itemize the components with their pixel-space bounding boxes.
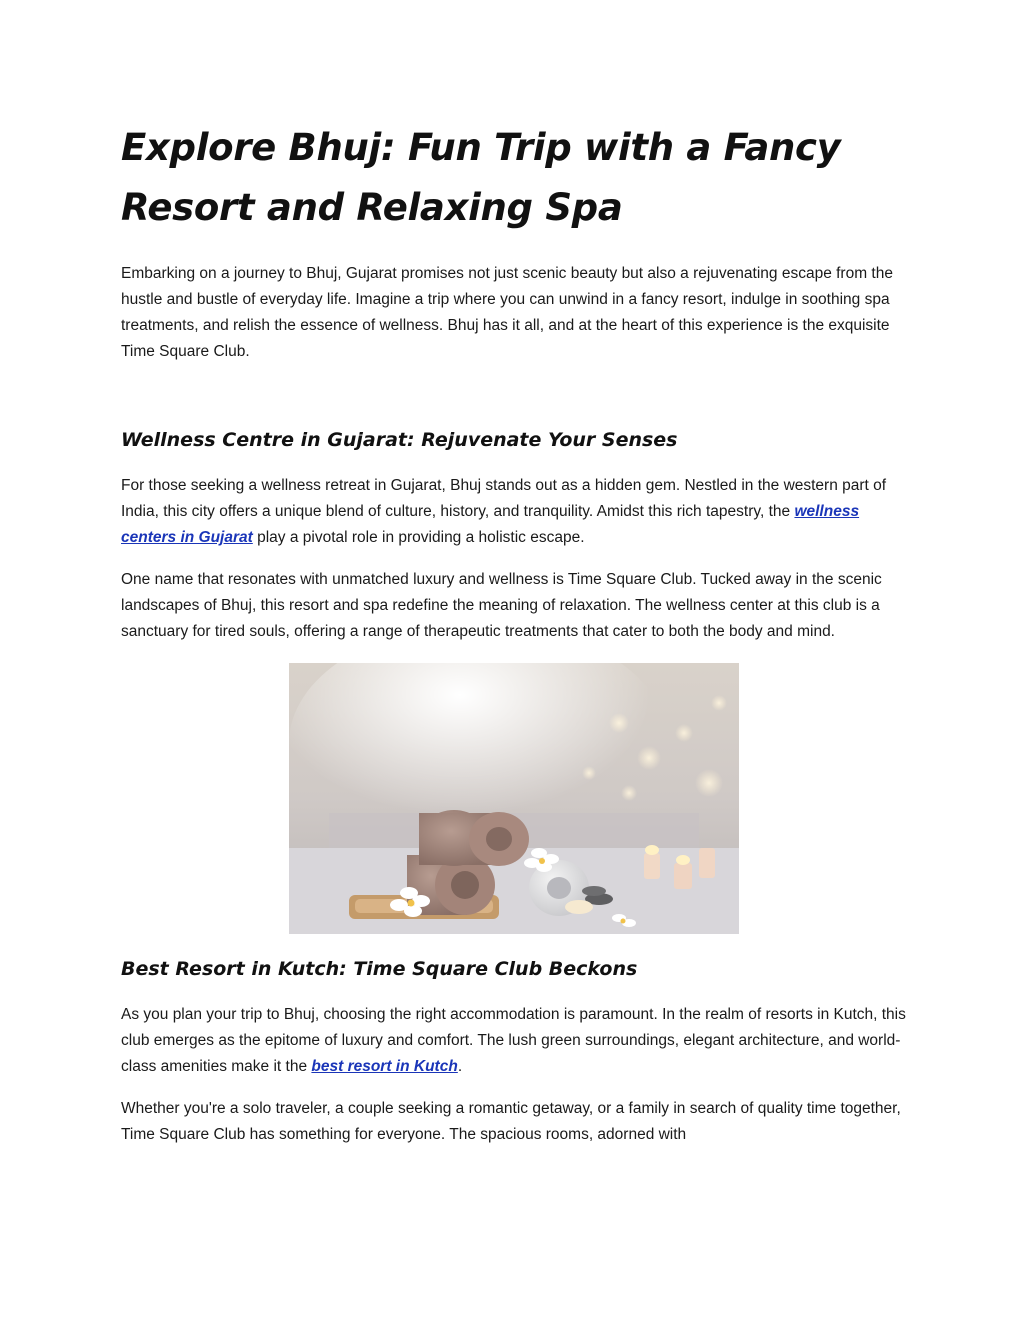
wellness-centers-link[interactable]: wellness centers in Gujarat bbox=[121, 503, 860, 546]
wellness-paragraph-1 bbox=[121, 473, 907, 551]
section-heading-resort: Best Resort in Kutch: Time Square Club Beckons bbox=[121, 958, 638, 980]
resort-paragraph-1 bbox=[121, 1002, 907, 1080]
page-title: Explore Bhuj: Fun Trip with a Fancy Resort and Relaxing Spa bbox=[121, 126, 841, 229]
section-heading-wellness: Wellness Centre in Gujarat: Rejuvenate Your Senses bbox=[121, 429, 678, 451]
wellness-paragraph-2: One name that resonates with unmatched luxury and wellness is Time Square Club. Tucked away in the scenic landscapes of Bhuj, this resort and spa redefine the meaning of relaxation. The wellness center at this club is a sanctuary for tired souls, offering a range of therapeutic treatments that cater to both the body and mind. bbox=[121, 571, 882, 640]
wellness-paragraph-1-text-end: play a pivotal role in providing a holistic escape. bbox=[252, 529, 585, 546]
wellness-paragraph-1-text-start: For those seeking a wellness retreat in Gujarat, Bhuj stands out as a hidden gem. Nestled in the western part of India, this city offers a unique blend of culture, history, and tranquility. Amidst this rich tapestry, the bbox=[121, 477, 887, 520]
resort-paragraph-1-text-end: . bbox=[457, 1058, 463, 1075]
resort-paragraph-2: Whether you're a solo traveler, a couple seeking a romantic getaway, or a family in search of quality time together, Time Square Club has something for everyone. The spacious rooms, adorned with bbox=[121, 1100, 901, 1143]
resort-paragraph-1-text-start: As you plan your trip to Bhuj, choosing the right accommodation is paramount. In the realm of resorts in Kutch, this club emerges as the epitome of luxury and comfort. The lush green surroundings, elegant architecture, and world-class amenities make it the bbox=[121, 1006, 906, 1075]
intro-paragraph: Embarking on a journey to Bhuj, Gujarat promises not just scenic beauty but also a rejuvenating escape from the hustle and bustle of everyday life. Imagine a trip where you can unwind in a fancy resort, indulge in soothing spa treatments, and relish the essence of wellness. Bhuj has it all, and at the heart of this experience is the exquisite Time Square Club. bbox=[121, 265, 893, 360]
spa-towels-image bbox=[289, 663, 739, 934]
article bbox=[121, 118, 907, 1148]
best-resort-link[interactable]: best resort in Kutch bbox=[311, 1058, 458, 1075]
